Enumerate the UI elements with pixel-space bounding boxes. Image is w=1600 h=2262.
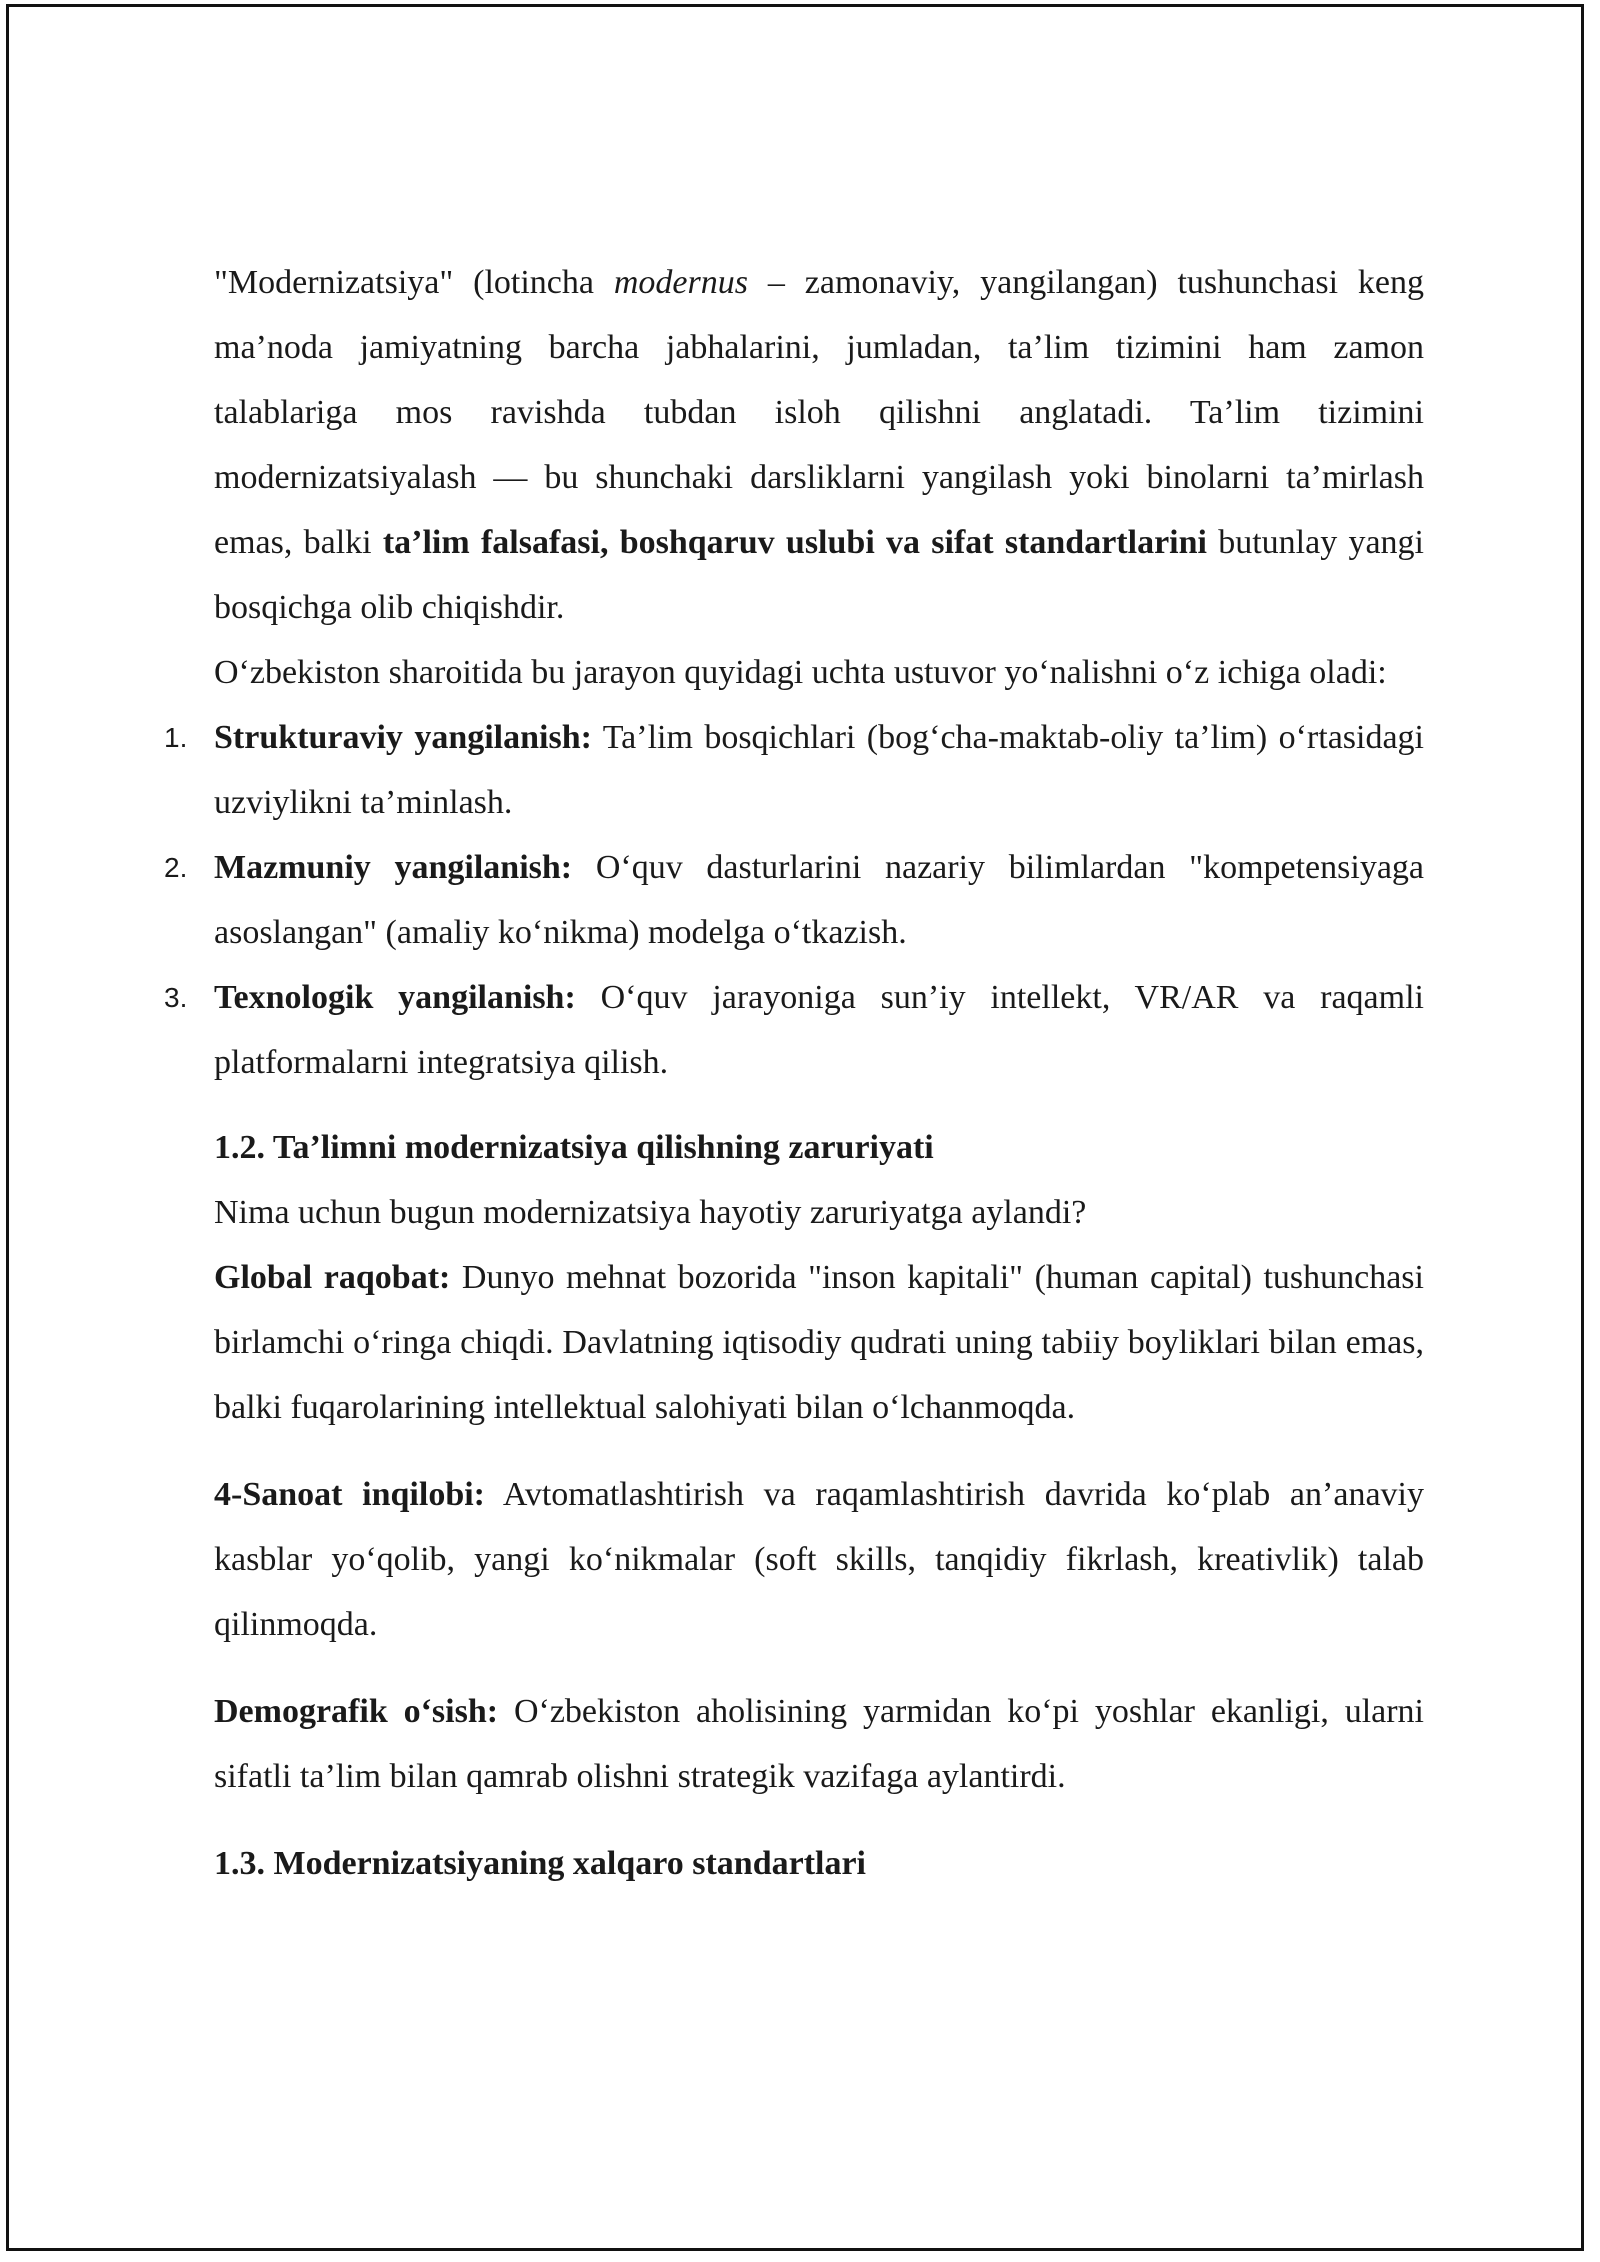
priority-list (164, 705, 1424, 1095)
global-competition-title: Global raqobat: (214, 1259, 451, 1296)
intro-text-a: "Modernizatsiya" (lotincha (214, 264, 614, 301)
list-number: 2. (164, 852, 188, 883)
section-question: Nima uchun bugun modernizatsiya hayotiy zaruriyatga aylandi? (214, 1194, 1087, 1231)
list-item-text: O‘quv dasturlarini nazariy bilimlardan "kompetensiyaga asoslangan" (amaliy ko‘nikma) modelga o‘tkazish. (214, 849, 1424, 951)
list-number: 1. (164, 722, 188, 753)
list-item-title: Texnologik yangilanish: (214, 979, 576, 1016)
list-item-text: Ta’lim bosqichlari (bog‘cha-maktab-oliy ta’lim) o‘rtasidagi uzviylikni ta’minlash. (214, 719, 1424, 821)
list-item-title: Mazmuniy yangilanish: (214, 849, 573, 886)
intro-text-c: butunlay yangi bosqichga olib chiqishdir. (214, 524, 1424, 626)
document-body (164, 250, 1425, 1896)
list-item (164, 965, 1424, 1095)
intro-paragraph (214, 250, 1424, 640)
list-item (164, 835, 1424, 965)
industry-revolution-paragraph (214, 1462, 1424, 1657)
intro-italic-term: modernus (613, 264, 748, 301)
demographic-growth-text: O‘zbekiston aholisining yarmidan ko‘pi yoshlar ekanligi, ularni sifatli ta’lim bilan qamrab olishni strategik vazifaga aylantirdi. (214, 1693, 1425, 1795)
list-item-text: O‘quv jarayoniga sun’iy intellekt, VR/AR va raqamli platformalarni integratsiya qilish. (214, 979, 1424, 1081)
intro-bold-phrase: ta’lim falsafasi, boshqaruv uslubi va sifat standartlarini (382, 524, 1207, 561)
list-number: 3. (164, 982, 188, 1013)
section-heading-1-2: 1.2. Ta’limni modernizatsiya qilishning zaruriyati (214, 1129, 934, 1166)
list-item-title: Strukturaviy yangilanish: (214, 719, 592, 756)
intro-paragraph-2: O‘zbekiston sharoitida bu jarayon quyidagi uchta ustuvor yo‘nalishni o‘z ichiga oladi: (214, 654, 1387, 691)
industry-revolution-title: 4-Sanoat inqilobi: (214, 1476, 485, 1513)
industry-revolution-text: Avtomatlashtirish va raqamlashtirish davrida ko‘plab an’anaviy kasblar yo‘qolib, yangi ko‘nikmalar (soft skills, tanqidiy fikrlash, kreativlik) talab qilinmoqda. (214, 1476, 1424, 1643)
demographic-growth-title: Demografik o‘sish: (214, 1693, 499, 1730)
global-competition-text: Dunyo mehnat bozorida "inson kapitali" (human capital) tushunchasi birlamchi o‘ringa chiqdi. Davlatning iqtisodiy qudrati uning tabiiy boyliklari bilan emas, balki fuqarolarining intellektual salohiyati bilan o‘lchanmoqda. (214, 1259, 1424, 1426)
list-item (164, 705, 1424, 835)
demographic-growth-paragraph (214, 1679, 1424, 1809)
section-heading-1-3: 1.3. Modernizatsiyaning xalqaro standartlari (214, 1845, 866, 1882)
intro-text-b: – zamonaviy, yangilangan) tushunchasi keng ma’noda jamiyatning barcha jabhalarini, jumladan, ta’lim tizimini ham zamon talablariga mos ravishda tubdan isloh qilishni anglatadi. Ta’lim tizimini modernizatsiyalash — bu shunchaki darsliklarni yangilash yoki binolarni ta’mirlash emas, balki (214, 264, 1424, 561)
global-competition-paragraph (214, 1245, 1424, 1440)
